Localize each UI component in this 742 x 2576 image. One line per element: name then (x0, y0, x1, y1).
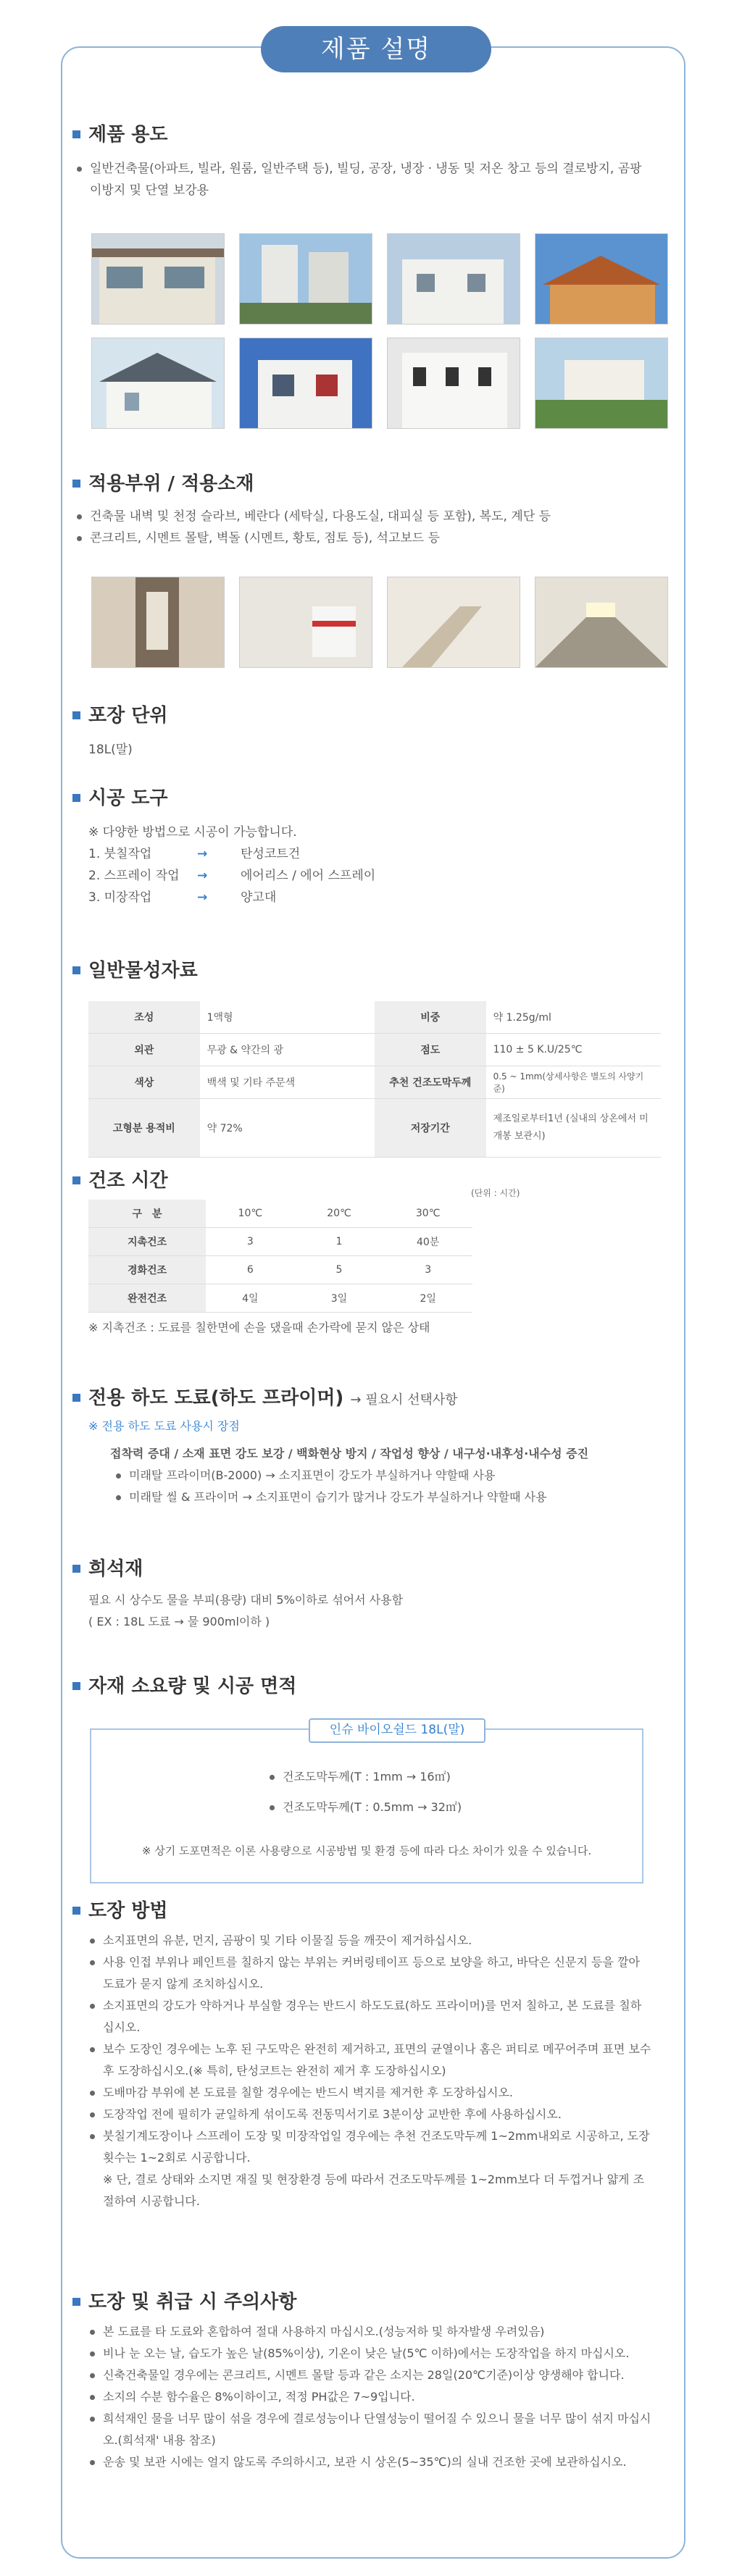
list-item: 붓칠기계도장이나 스프레이 도장 및 미장작업일 경우에는 추천 건조도막두께 1~2mm내외로 시공하고, 도장 횟수는 1~2회로 시공합니다. (86, 2125, 652, 2169)
application-bullet-2: 콘크리트, 시멘트 몰탈, 벽돌 (시멘트, 황토, 점토 등), 석고보드 등 (72, 527, 667, 549)
table-row (88, 1066, 661, 1099)
usage-section (72, 122, 667, 201)
building-photo (387, 338, 520, 429)
packaging-section (72, 703, 667, 761)
room-photo (239, 577, 372, 668)
cell: 3 (206, 1228, 295, 1256)
method-note: ※ 단, 결로 상태와 소지면 재질 및 현장환경 등에 따라서 건조도막두께를 1~2mm보다 더 두껍거나 얇게 조절하여 시공합니다. (103, 2173, 645, 2208)
tools-note: ※ 다양한 방법으로 시공이 가능합니다. (88, 825, 297, 840)
drying-unit: (단위 : 시간) (471, 1188, 520, 1198)
application-bullet-1: 건축물 내벽 및 천정 슬라브, 베란다 (세탁실, 다용도실, 대피실 등 포함), 복도, 계단 등 (72, 506, 667, 527)
prop-key: 고형분 용적비 (88, 1099, 200, 1158)
list-item: 본 도료를 타 도료와 혼합하여 절대 사용하지 마십시오.(성능저하 및 하자발생 우려있음) (86, 2321, 652, 2343)
prop-value: 백색 및 기타 주문색 (200, 1066, 375, 1099)
table-row (88, 1284, 472, 1313)
modern-house-photo (239, 338, 372, 429)
arrow-right-icon: → (197, 890, 208, 905)
packaging-heading: 포장 단위 (72, 703, 667, 729)
row-label: 경화건조 (88, 1256, 206, 1284)
list-item: 소지의 수분 함수율은 8%이하이고, 적정 PH값은 7~9입니다. (86, 2386, 652, 2408)
method-section (72, 1898, 667, 2212)
page-title: 제품 설명 (261, 26, 491, 72)
drying-heading: 건조 시간 (72, 1168, 667, 1194)
drying-section (72, 1168, 667, 1339)
list-item: 보수 도장인 경우에는 노후 된 구도막은 완전히 제거하고, 표면의 균열이나 홈은 퍼티로 메꾸어주며 표면 보수 후 도장하십시오.(※ 특히, 탄성코트는 완전히 제거 후 도장하십시오) (86, 2038, 652, 2082)
column-header: 30℃ (383, 1200, 472, 1228)
table-row (88, 1034, 661, 1066)
garden-house-photo (535, 338, 668, 429)
tools-list (72, 843, 667, 908)
application-section (72, 471, 667, 549)
prop-key: 비중 (375, 1001, 486, 1034)
stairs-photo (387, 577, 520, 668)
primer-benefits: 접착력 증대 / 소재 표면 강도 보강 / 백화현상 방지 / 작업성 향상 / 내구성·내후성·내수성 증진 (110, 1447, 589, 1460)
usage-heading: 제품 용도 (72, 122, 667, 148)
list-item: 사용 인접 부위나 페인트를 칠하지 않는 부위는 커버링테이프 등으로 보양을 하고, 바닥은 신문지 등을 깔아 도료가 묻지 않게 조치하십시오. (86, 1952, 652, 1995)
thinner-line-2: ( EX : 18L 도료 → 물 900ml이하 ) (88, 1615, 270, 1628)
thinner-heading: 희석재 (72, 1556, 667, 1582)
table-row (88, 1256, 472, 1284)
corridor-photo (91, 577, 225, 668)
table-header-row (88, 1200, 472, 1228)
cell: 1 (295, 1228, 384, 1256)
prop-key: 외관 (88, 1034, 200, 1066)
cell: 4일 (206, 1284, 295, 1313)
properties-section (72, 958, 667, 1158)
coverage-bullet-1: 건조도막두께(T : 1mm → 16㎡) (265, 1766, 451, 1788)
thinner-line-1: 필요 시 상수도 물을 부피(용량) 대비 5%이하로 섞어서 사용함 (88, 1593, 404, 1607)
tools-heading: 시공 도구 (72, 785, 667, 811)
table-row (88, 1099, 661, 1158)
list-item: 소지표면의 강도가 약하거나 부실할 경우는 반드시 하도도료(하도 프라이머)를 먼저 칠하고, 본 도료를 칠하십시오. (86, 1995, 652, 2038)
tools-row (88, 865, 667, 887)
primer-section (72, 1385, 667, 1508)
tools-tool: 탄성코트건 (241, 847, 301, 861)
hallway-photo (535, 577, 668, 668)
method-list (72, 1930, 667, 2212)
prop-value: 무광 & 약간의 광 (200, 1034, 375, 1066)
cell: 40분 (383, 1228, 472, 1256)
primer-heading (72, 1385, 667, 1411)
prop-value: 약 1.25g/ml (486, 1001, 661, 1034)
list-item: 도장작업 전에 필히가 균일하게 섞이도록 전동믹서기로 3분이상 교반한 후에 사용하십시오. (86, 2104, 652, 2125)
brick-house-photo (535, 233, 668, 325)
list-item: 희석재인 물을 너무 많이 섞을 경우에 결로성능이나 단열성능이 떨어질 수 있으니 물을 너무 많이 섞지 마십시오.(희석재' 내용 참조) (86, 2408, 652, 2451)
apartment-photo (239, 233, 372, 325)
coverage-heading: 자재 소요량 및 시공 면적 (72, 1673, 667, 1699)
prop-value: 1액형 (200, 1001, 375, 1034)
list-item: 도배마감 부위에 본 도료를 칠할 경우에는 반드시 벽지를 제거한 후 도장하십시오. (86, 2082, 652, 2104)
caution-list (72, 2321, 667, 2473)
method-heading: 도장 방법 (72, 1898, 667, 1924)
tools-tool: 양고대 (241, 890, 277, 905)
arrow-right-icon: → (197, 847, 208, 861)
coverage-box (90, 1723, 643, 1883)
prop-key: 색상 (88, 1066, 200, 1099)
primer-bullet-1: 미래탈 프라이머(B-2000) → 소지표면이 강도가 부실하거나 약할때 사용 (112, 1465, 667, 1486)
primer-note: ※ 전용 하도 도료 사용시 장점 (88, 1419, 240, 1433)
caution-heading: 도장 및 취급 시 주의사항 (72, 2289, 667, 2315)
prop-key: 점도 (375, 1034, 486, 1066)
prop-key: 저장기간 (375, 1099, 486, 1158)
column-header: 10℃ (206, 1200, 295, 1228)
cell: 2일 (383, 1284, 472, 1313)
list-item: 비나 눈 오는 날, 습도가 높은 날(85%이상), 기온이 낮은 날(5℃ 이하)에서는 도장작업을 하지 마십시오. (86, 2343, 652, 2364)
tools-method: 2. 스프레이 작업 (88, 869, 180, 883)
properties-table (88, 1001, 661, 1158)
application-heading: 적용부위 / 적용소재 (72, 471, 667, 497)
tools-tool: 에어리스 / 에어 스프레이 (241, 869, 376, 883)
list-item: 소지표면의 유분, 먼지, 곰팡이 및 기타 이물질 등을 깨끗이 제거하십시오. (86, 1930, 652, 1952)
villa-photo (387, 233, 520, 325)
primer-title: 전용 하도 도료(하도 프라이머) (88, 1387, 344, 1409)
arrow-right-icon: → (197, 869, 208, 883)
tools-method: 3. 미장작업 (88, 890, 152, 905)
tools-row (88, 887, 667, 908)
list-item: 신축건축물일 경우에는 콘크리트, 시멘트 몰탈 등과 같은 소지는 28일(20℃기준)이상 양생해야 합니다. (86, 2364, 652, 2386)
coverage-note: ※ 상기 도포면적은 이론 사용량으로 시공방법 및 환경 등에 따라 다소 차이가 있을 수 있습니다. (141, 1844, 592, 1857)
table-row (88, 1001, 661, 1034)
prop-value: 0.5 ~ 1mm(상세사항은 별도의 사양기준) (486, 1066, 661, 1099)
cell: 3 (383, 1256, 472, 1284)
coverage-bullet-2: 건조도막두께(T : 0.5mm → 32㎡) (265, 1797, 462, 1818)
list-item: 운송 및 보관 시에는 얼지 않도록 주의하시고, 보관 시 상온(5~35℃)의 실내 건조한 곳에 보관하십시오. (86, 2451, 652, 2473)
column-header: 20℃ (295, 1200, 384, 1228)
thinner-section (72, 1556, 667, 1633)
caution-section (72, 2289, 667, 2473)
packaging-value: 18L(말) (88, 743, 133, 757)
cell: 3일 (295, 1284, 384, 1313)
prop-value: 약 72% (200, 1099, 375, 1158)
cell: 6 (206, 1256, 295, 1284)
prop-value: 제조일로부터1년 (실내의 상온에서 미개봉 보관시) (486, 1099, 661, 1158)
tools-row (88, 843, 667, 865)
usage-bullet: 일반건축물(아파트, 빌라, 원룸, 일반주택 등), 빌딩, 공장, 냉장 · 냉동 및 저온 창고 등의 결로방지, 곰팡이방지 및 단열 보강용 (72, 158, 667, 201)
tools-section (72, 785, 667, 908)
column-header: 구 분 (88, 1200, 206, 1228)
properties-heading: 일반물성자료 (72, 958, 667, 984)
drying-note: ※ 지촉건조 : 도료를 칠한면에 손을 댔을때 손가락에 묻지 않은 상태 (88, 1321, 430, 1334)
coverage-section (72, 1673, 667, 1699)
row-label: 지촉건조 (88, 1228, 206, 1256)
tools-method: 1. 붓칠작업 (88, 847, 152, 861)
coverage-product: 인슈 바이오쉴드 18L(말) (309, 1718, 485, 1743)
house-photo (91, 233, 225, 325)
table-row (88, 1228, 472, 1256)
prop-key: 조성 (88, 1001, 200, 1034)
white-house-photo (91, 338, 225, 429)
prop-value: 110 ± 5 K.U/25℃ (486, 1034, 661, 1066)
cell: 5 (295, 1256, 384, 1284)
primer-subtitle: → 필요시 선택사항 (350, 1392, 458, 1408)
primer-bullet-2: 미래탈 씰 & 프라이머 → 소지표면이 습기가 많거나 강도가 부실하거나 약할때 사용 (112, 1486, 667, 1508)
row-label: 완전건조 (88, 1284, 206, 1313)
prop-key: 추천 건조도막두께 (375, 1066, 486, 1099)
drying-table (88, 1200, 472, 1313)
